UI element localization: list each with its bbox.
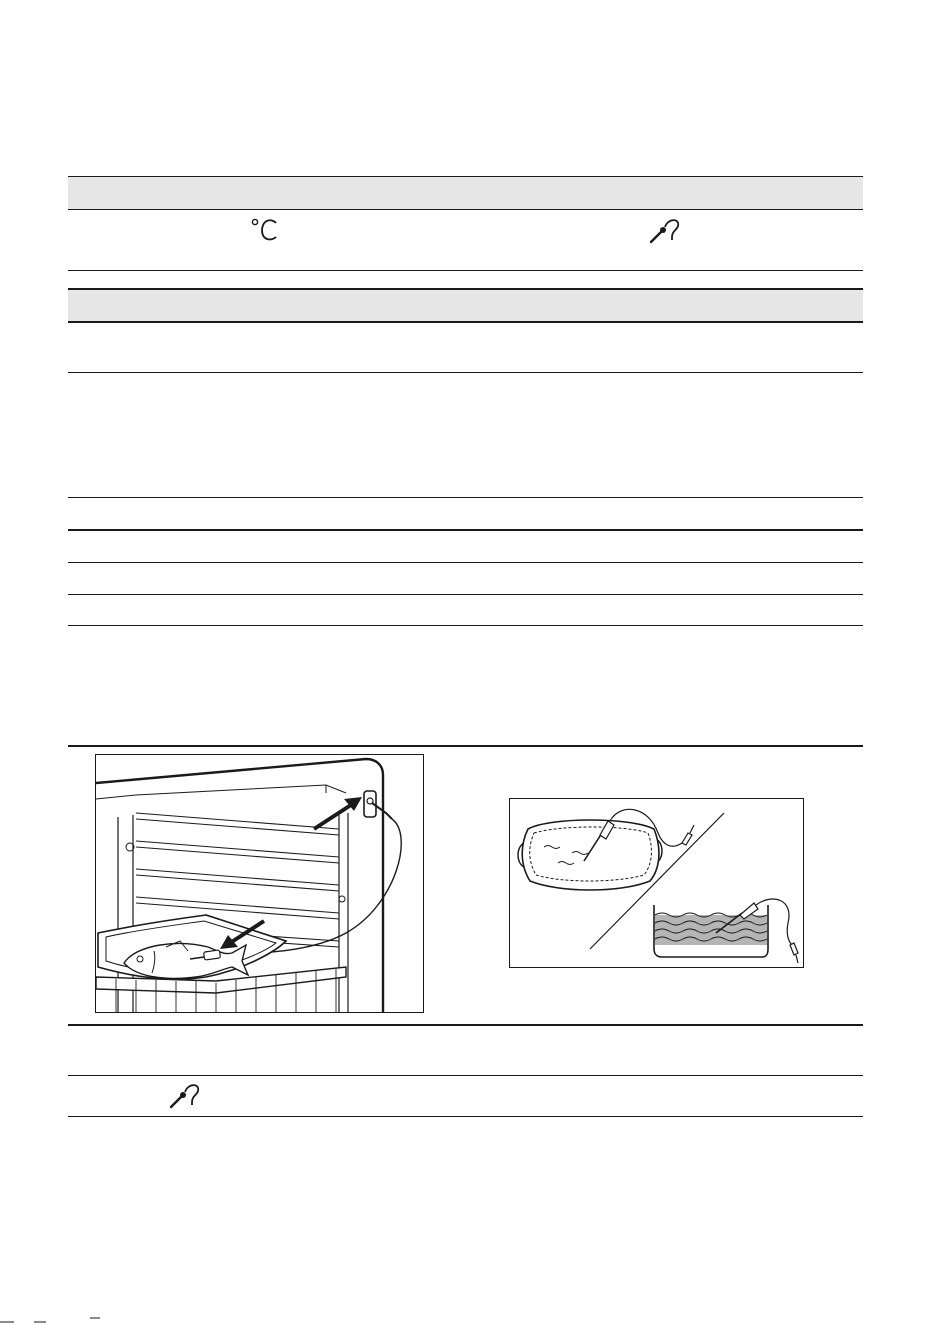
table-row-divider [68,594,863,595]
table-2-top-rule [68,288,863,290]
table-1-header [68,177,863,209]
table-3-bottom-rule [68,1116,863,1117]
probe-in-casserole-and-liquid-illustration [509,798,804,968]
table-3-row-rule [68,1075,863,1076]
core-temperature-probe-icon [168,1081,204,1111]
table-row-divider [68,497,863,498]
table-2-header-rule [68,321,863,323]
table-3-top-rule [68,1024,863,1026]
table-1-header-rule [68,209,863,210]
table-2-header [68,289,863,321]
table-row-divider [68,529,863,531]
oven-with-core-probe-in-fish-illustration [95,754,424,1013]
table-1-bottom-rule [68,270,863,271]
temperature-celsius-icon [250,217,282,243]
table-row-divider [68,625,863,626]
table-1-top-rule [68,176,863,177]
table-row-divider [68,372,863,373]
core-temperature-probe-icon [648,216,684,246]
crop-marks [0,1316,120,1324]
table-row-divider [68,562,863,563]
table-row-divider [68,745,863,747]
